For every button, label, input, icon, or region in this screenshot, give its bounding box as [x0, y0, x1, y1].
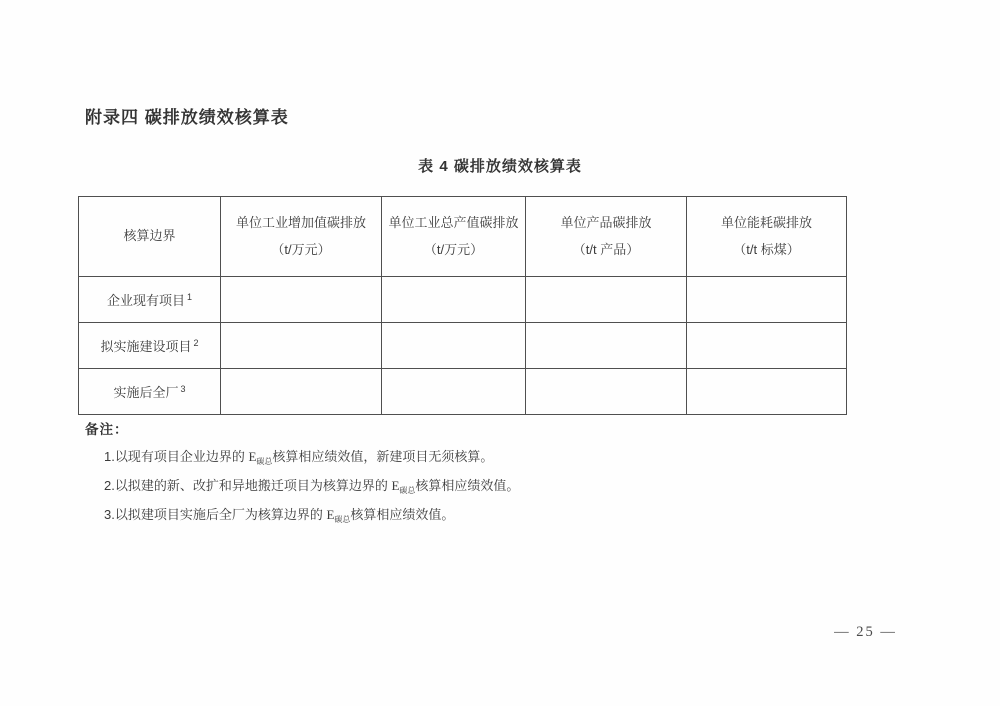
- header-row: [79, 197, 847, 277]
- row-label-text: 拟实施建设项目: [100, 339, 192, 354]
- note-number: 1.: [104, 449, 115, 464]
- page-title: 附录四 碳排放绩效核算表: [85, 108, 289, 127]
- row-header-existing-project: [79, 277, 221, 323]
- note-text: 以拟建项目实施后全厂为核算边界的: [114, 507, 327, 523]
- row-label-text: 企业现有项目: [106, 293, 185, 308]
- column-header-label: 单位能耗碳排放: [720, 215, 812, 231]
- note-text: 核算相应绩效值，新建项目无须核算。: [272, 449, 494, 464]
- note-number: 3.: [104, 507, 115, 523]
- empty-data-cell: [382, 369, 526, 415]
- column-header-label: 单位工业增加值碳排放: [235, 215, 366, 231]
- footnote-ref: 1: [187, 291, 193, 302]
- empty-data-cell: [382, 277, 526, 323]
- empty-data-cell: [221, 277, 382, 323]
- row-header-whole-plant-after: [79, 369, 221, 415]
- note-number: 2.: [104, 478, 115, 494]
- note-text: 以拟建的新、改扩和异地搬迁项目为核算边界的: [114, 478, 392, 494]
- empty-data-cell: [526, 323, 687, 369]
- table-row-proposed-project: [79, 323, 847, 369]
- column-header-per-product: [526, 197, 687, 277]
- emission-symbol-subscript: 碳总: [256, 457, 273, 466]
- column-header-label: 单位产品碳排放: [560, 215, 652, 231]
- empty-data-cell: [687, 277, 847, 323]
- note-item-2: [104, 477, 785, 496]
- note-text: 核算相应绩效值。: [350, 507, 455, 523]
- empty-data-cell: [687, 369, 847, 415]
- footnote-ref: 3: [180, 383, 186, 394]
- footnote-ref: 2: [193, 337, 199, 348]
- page-number: — 25 —: [834, 624, 897, 640]
- column-header-accounting-boundary: [79, 197, 221, 277]
- emission-symbol: E: [326, 507, 335, 523]
- row-header-proposed-project: [79, 323, 221, 369]
- empty-data-cell: [526, 277, 687, 323]
- note-text: 以现有项目企业边界的: [114, 449, 249, 464]
- empty-data-cell: [221, 369, 382, 415]
- note-item-1: [104, 448, 785, 467]
- column-header-unit: （t/万元）: [271, 241, 331, 257]
- column-header-label: 单位工业总产值碳排放: [388, 215, 519, 231]
- row-label-text: 实施后全厂: [113, 385, 179, 400]
- table-row-existing-project: [79, 277, 847, 323]
- column-header-unit: （t/t 标煤）: [733, 241, 800, 257]
- empty-data-cell: [687, 323, 847, 369]
- note-item-3: [104, 506, 785, 525]
- emission-symbol: E: [248, 449, 257, 464]
- empty-data-cell: [526, 369, 687, 415]
- table-caption: 表 4 碳排放绩效核算表: [418, 158, 582, 175]
- column-header-unit: （t/t 产品）: [572, 241, 640, 257]
- emission-symbol-subscript: 碳总: [399, 486, 416, 496]
- table-row-whole-plant-after: [79, 369, 847, 415]
- column-header-per-energy: [687, 197, 847, 277]
- notes-label: 备注：: [85, 422, 129, 437]
- empty-data-cell: [221, 323, 382, 369]
- carbon-performance-table: [78, 196, 847, 415]
- column-header-industrial-added-value: [221, 197, 382, 277]
- column-header-unit: （t/万元）: [423, 241, 484, 257]
- emission-symbol-subscript: 碳总: [334, 515, 351, 525]
- column-header-label: 核算边界: [123, 228, 176, 244]
- column-header-gross-output-value: [382, 197, 526, 277]
- note-text: 核算相应绩效值。: [415, 478, 520, 494]
- emission-symbol: E: [391, 478, 400, 494]
- empty-data-cell: [382, 323, 526, 369]
- notes-section: [85, 418, 785, 536]
